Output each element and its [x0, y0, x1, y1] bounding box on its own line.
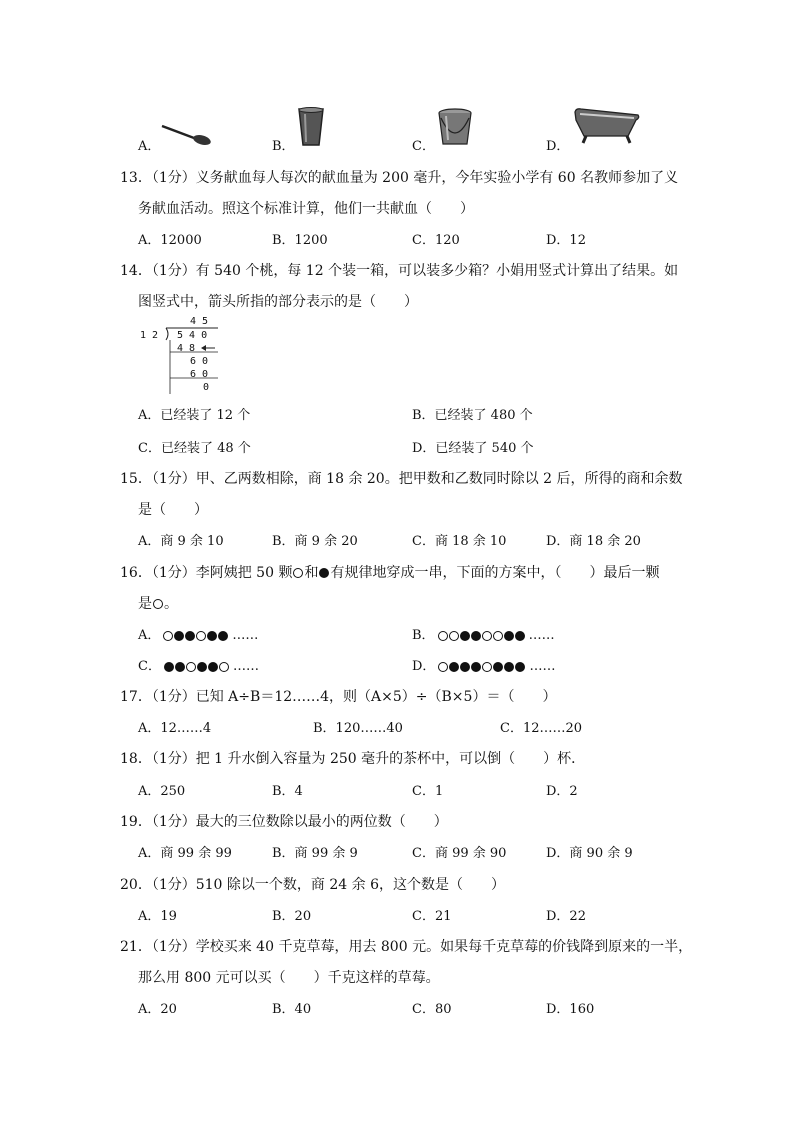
option-a[interactable]: A．商 99 余 99	[138, 846, 232, 861]
black-bead-icon	[174, 631, 184, 641]
option-a[interactable]: A． ……	[138, 628, 259, 643]
black-bead-icon	[449, 662, 459, 672]
white-bead-icon	[482, 631, 492, 641]
black-bead-icon	[460, 631, 470, 641]
white-bead-icon	[482, 662, 492, 672]
question-number: 16．（1分）	[120, 565, 196, 581]
option-b[interactable]: B．已经装了 480 个	[412, 408, 533, 423]
option-c[interactable]: C．1	[412, 784, 444, 799]
option-d[interactable]: D．商 18 余 20	[546, 534, 641, 549]
bucket-icon	[436, 106, 474, 148]
ellipsis: ……	[232, 659, 259, 674]
q12-option-c-letter[interactable]: C．	[412, 139, 435, 154]
black-bead-icon	[185, 631, 195, 641]
bathtub-icon	[572, 106, 642, 146]
question-number: 14．（1分）	[120, 263, 196, 279]
black-bead-icon	[207, 631, 217, 641]
question-text-cont: 那么用 800 元可以买（ ）千克这样的草莓。	[138, 970, 440, 986]
question-text-cont: 务献血活动。照这个标准计算，他们一共献血（ ）	[138, 201, 474, 217]
black-bead-icon	[218, 631, 228, 641]
arrow-left-icon	[200, 343, 216, 353]
spoon-icon	[160, 118, 214, 146]
question-text: 学校买来 40 千克草莓，用去 800 元。如果每千克草莓的价钱降到原来的一半，	[195, 939, 693, 955]
option-c[interactable]: C．商 99 余 90	[412, 846, 507, 861]
option-b[interactable]: B． ……	[412, 628, 555, 643]
black-bead-icon	[319, 568, 329, 578]
white-bead-icon	[438, 662, 448, 672]
black-bead-icon	[493, 662, 503, 672]
cup-icon	[296, 106, 326, 148]
question-text-cont: 图竖式中，箭头所指的部分表示的是（ ）	[138, 294, 418, 310]
option-b[interactable]: B．120……40	[313, 721, 403, 736]
option-c[interactable]: C．120	[412, 233, 460, 248]
question-text: 最大的三位数除以最小的两位数（ ）	[195, 814, 448, 830]
option-c[interactable]: C．12……20	[500, 721, 583, 736]
question-text: 义务献血每人每次的献血量为 200 毫升，今年实验小学有 60 名教师参加了义	[195, 170, 679, 186]
white-bead-icon	[219, 662, 229, 672]
option-b[interactable]: B．商 9 余 20	[272, 534, 358, 549]
question-number: 15．（1分）	[120, 471, 196, 487]
option-d[interactable]: D．22	[546, 909, 586, 924]
white-bead-icon	[493, 631, 503, 641]
option-b[interactable]: B．4	[272, 784, 303, 799]
question-text-c: 有规律地穿成一串，下面的方案中，（ ）最后一颗	[330, 565, 660, 581]
white-bead-icon	[163, 631, 173, 641]
question-text-cont: 是（ ）	[138, 502, 208, 518]
bead-pattern	[163, 628, 229, 643]
division-step-48: 4 8	[177, 343, 196, 354]
division-quotient: 4 5	[190, 316, 209, 327]
option-d[interactable]: D．160	[546, 1002, 595, 1017]
option-c[interactable]: C．商 18 余 10	[412, 534, 507, 549]
q12-option-a-letter[interactable]: A．	[138, 139, 161, 154]
bead-pattern	[164, 659, 230, 674]
black-bead-icon	[515, 631, 525, 641]
option-a[interactable]: A．商 9 余 10	[138, 534, 224, 549]
option-d[interactable]: D．12	[546, 233, 586, 248]
option-a[interactable]: A．12000	[138, 233, 202, 248]
option-a[interactable]: A．已经装了 12 个	[138, 408, 251, 423]
question-number: 13．（1分）	[120, 170, 196, 186]
white-bead-icon	[153, 599, 163, 609]
question-text: 把 1 升水倒入容量为 250 毫升的茶杯中，可以倒（ ）杯．	[195, 751, 586, 767]
q12-option-b-letter[interactable]: B．	[272, 139, 295, 154]
question-number: 19．（1分）	[120, 814, 196, 830]
white-bead-icon	[293, 568, 303, 578]
option-c[interactable]: C． ……	[138, 659, 259, 674]
option-d[interactable]: D．商 90 余 9	[546, 846, 633, 861]
question-text-a: 李阿姨把 50 颗	[195, 565, 293, 581]
white-bead-icon	[196, 631, 206, 641]
ellipsis: ……	[529, 659, 556, 674]
question-text-b: 和	[304, 565, 319, 581]
white-bead-icon	[449, 631, 459, 641]
q12-option-d-letter[interactable]: D．	[546, 139, 570, 154]
black-bead-icon	[164, 662, 174, 672]
ellipsis: ……	[528, 628, 555, 643]
question-text: 有 540 个桃，每 12 个装一箱，可以装多少箱？小娟用竖式计算出了结果。如	[195, 263, 679, 279]
black-bead-icon	[504, 631, 514, 641]
question-text: 已知 A÷B＝12……4，则（A×5）÷（B×5）＝（ ）	[195, 689, 557, 705]
option-b[interactable]: B．20	[272, 909, 312, 924]
black-bead-icon	[515, 662, 525, 672]
division-remainder: 0	[203, 382, 210, 393]
bead-pattern	[438, 628, 526, 643]
option-a[interactable]: A．20	[138, 1002, 177, 1017]
black-bead-icon	[175, 662, 185, 672]
question-number: 18．（1分）	[120, 751, 196, 767]
option-b[interactable]: B．40	[272, 1002, 312, 1017]
option-d[interactable]: D． ……	[412, 659, 556, 674]
division-divisor: 1 2	[140, 330, 159, 341]
option-b[interactable]: B．1200	[272, 233, 328, 248]
black-bead-icon	[197, 662, 207, 672]
option-b[interactable]: B．商 99 余 9	[272, 846, 358, 861]
black-bead-icon	[471, 631, 481, 641]
black-bead-icon	[460, 662, 470, 672]
option-a[interactable]: A．250	[138, 784, 186, 799]
option-c[interactable]: C．80	[412, 1002, 452, 1017]
question-number: 21．（1分）	[120, 939, 196, 955]
question-number: 17．（1分）	[120, 689, 196, 705]
option-d[interactable]: D．2	[546, 784, 578, 799]
black-bead-icon	[471, 662, 481, 672]
division-step-60b: 6 0	[190, 369, 209, 380]
question-text: 510 除以一个数，商 24 余 6，这个数是（ ）	[195, 877, 505, 893]
black-bead-icon	[208, 662, 218, 672]
white-bead-icon	[438, 631, 448, 641]
black-bead-icon	[504, 662, 514, 672]
option-d[interactable]: D．已经装了 540 个	[412, 441, 534, 456]
option-a[interactable]: A．12……4	[138, 721, 212, 736]
ellipsis: ……	[232, 628, 259, 643]
option-c[interactable]: C．21	[412, 909, 452, 924]
division-step-60a: 6 0	[190, 356, 209, 367]
option-c[interactable]: C．已经装了 48 个	[138, 441, 251, 456]
division-dividend: 5 4 0	[177, 330, 208, 341]
question-text: 甲、乙两数相除，商 18 余 20。把甲数和乙数同时除以 2 后，所得的商和余数	[195, 471, 683, 487]
white-bead-icon	[186, 662, 196, 672]
option-a[interactable]: A．19	[138, 909, 177, 924]
bead-pattern	[438, 659, 526, 674]
question-text-line2: 是	[138, 596, 152, 612]
question-number: 20．（1分）	[120, 877, 196, 893]
question-text-line2-end: 。	[164, 596, 178, 612]
